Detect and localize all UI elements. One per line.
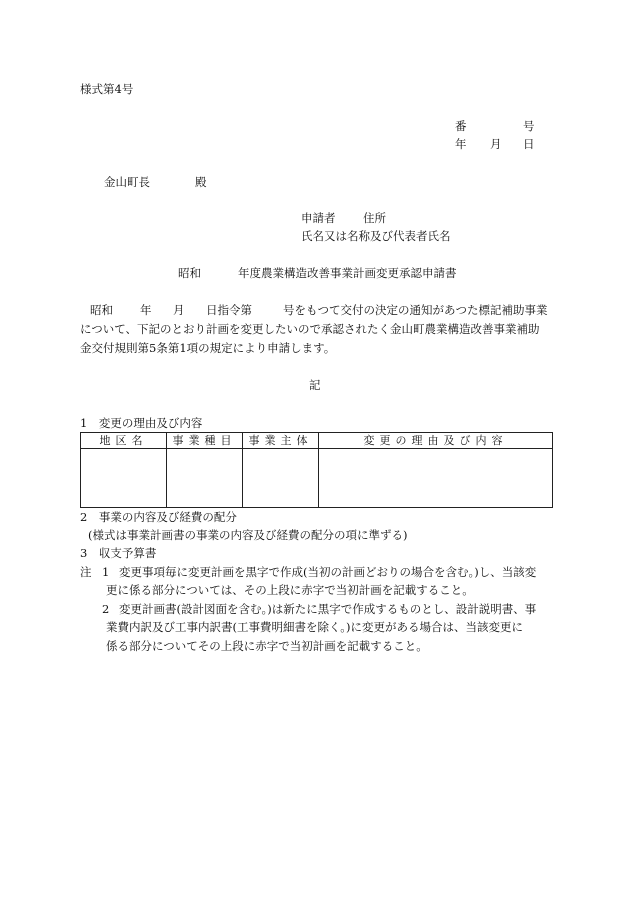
section3-title: 3 収支予算書	[80, 546, 157, 560]
header-district: 地区名	[81, 433, 167, 449]
page-title: 年度農業構造改善事業計画変更承認申請書	[238, 266, 457, 280]
title-era: 昭和	[178, 266, 201, 280]
body-era: 昭和	[90, 303, 113, 317]
note2-line3: 係る部分についてその上段に赤字で当初計画を記載すること。	[106, 639, 428, 653]
note2-line2: 業費内訳及び工事内訳書(工事費明細書を除く。)に変更がある場合は、当該変更に	[106, 620, 523, 634]
table-header-row	[81, 433, 553, 449]
number-ban: 番	[455, 119, 467, 133]
change-table	[80, 432, 553, 508]
header-reason: 変更の理由及び内容	[319, 433, 553, 449]
date-year: 年	[455, 137, 467, 151]
addressee-name: 金山町長	[104, 175, 150, 189]
note1-line2: 更に係る部分については、その上段に赤字で当初計画を記載すること。	[106, 583, 474, 597]
form-number: 様式第4号	[80, 82, 134, 96]
body-order: 日指令第	[206, 303, 252, 317]
table-row	[81, 449, 553, 508]
section2-title: 2 事業の内容及び経費の配分	[80, 510, 237, 524]
header-project-type: 事業種目	[167, 433, 243, 449]
cell-reason	[319, 449, 553, 508]
applicant-label: 申請者	[301, 211, 336, 225]
number-gou: 号	[523, 119, 535, 133]
body-line3: 金交付規則第5条第1項の規定により申請します。	[80, 341, 336, 355]
note2-number: 2	[102, 602, 110, 616]
applicant-name-label: 氏名又は名称及び代表者氏名	[301, 229, 451, 243]
header-project-entity: 事業主体	[243, 433, 319, 449]
ki-heading: 記	[309, 378, 321, 392]
notes-label: 注	[80, 565, 92, 579]
applicant-address-label: 住所	[363, 211, 386, 225]
date-day: 日	[523, 137, 535, 151]
note2-line1: 変更計画書(設計図面を含む。)は新たに黒字で作成するものとし、設計説明書、事	[119, 602, 537, 616]
section2-note: (様式は事業計画書の事業の内容及び経費の配分の項に準ずる)	[88, 528, 408, 542]
body-year: 年	[140, 303, 152, 317]
note1-line1: 変更事項毎に変更計画を黒字で作成(当初の計画どおりの場合を含む。)し、当該変	[119, 565, 537, 579]
date-month: 月	[490, 137, 502, 151]
cell-project-entity	[243, 449, 319, 508]
body-line1-rest: 号をもつて交付の決定の通知があつた標記補助事業	[283, 303, 548, 317]
cell-project-type	[167, 449, 243, 508]
body-month: 月	[173, 303, 185, 317]
note1-number: 1	[102, 565, 110, 579]
body-line2: について、下記のとおり計画を変更したいので承認されたく金山町農業構造改善事業補助	[80, 322, 540, 336]
cell-district	[81, 449, 167, 508]
addressee-honorific: 殿	[195, 175, 207, 189]
section1-title: 1 変更の理由及び内容	[80, 416, 203, 430]
